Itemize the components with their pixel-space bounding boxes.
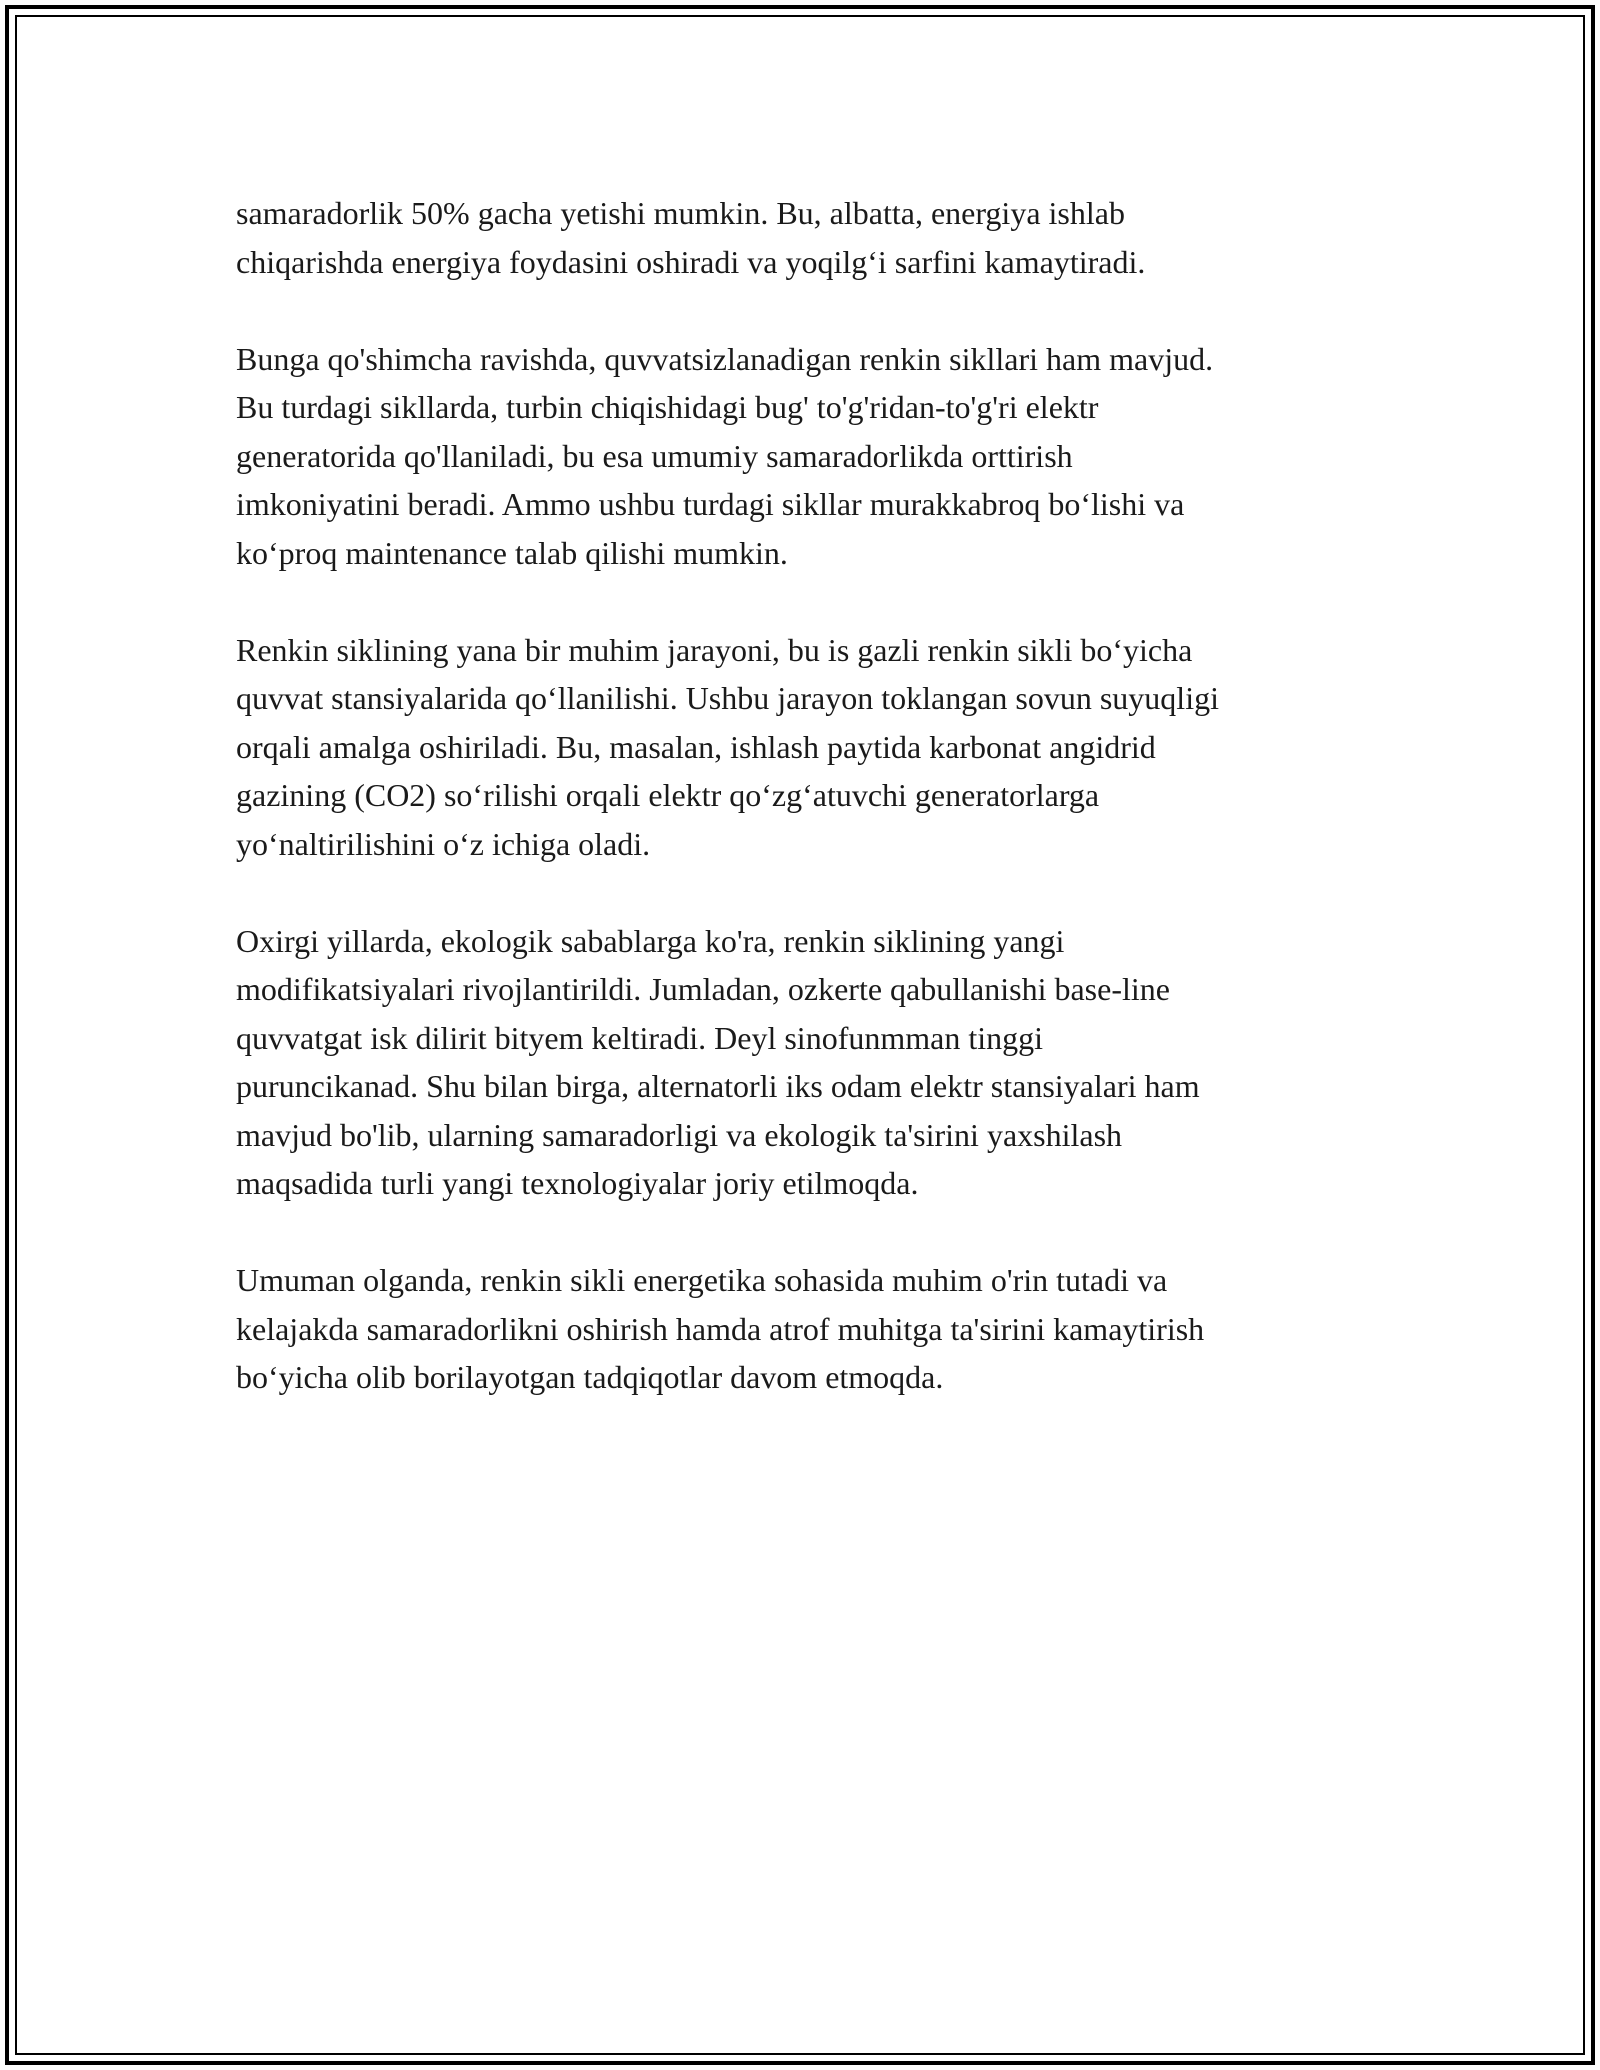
paragraph-4 xyxy=(236,917,1386,1208)
text-line: puruncikanad. Shu bilan birga, alternatorli iks odam elektr stansiyalari ham xyxy=(236,1068,1200,1104)
text-line: orqali amalga oshiriladi. Bu, masalan, ishlash paytida karbonat angidrid xyxy=(236,728,1156,765)
text-line: yo‘naltirilishini o‘z ichiga oladi. xyxy=(236,825,651,862)
text-line: samaradorlik 50% gacha yetishi mumkin. Bu, albatta, energiya ishlab xyxy=(236,195,1125,231)
paragraph-5 xyxy=(236,1256,1386,1402)
paragraph-2 xyxy=(236,335,1386,578)
text-line: imkoniyatini beradi. Ammo ushbu turdagi sikllar murakkabroq bo‘lishi va xyxy=(236,486,1185,522)
text-line: gazining (CO2) so‘rilishi orqali elektr qo‘zg‘atuvchi generatorlarga xyxy=(236,777,1100,813)
text-line: Umuman olganda, renkin sikli energetika sohasida muhim o'rin tutadi va xyxy=(236,1262,1168,1298)
text-line: Oxirgi yillarda, ekologik sabablarga ko'ra, renkin siklining yangi xyxy=(236,922,1065,959)
text-line: Bu turdagi sikllarda, turbin chiqishidagi bug' to'g'ridan-to'g'ri elektr xyxy=(236,389,1099,425)
text-line: Renkin siklining yana bir muhim jarayoni, bu is gazli renkin sikli bo‘yicha xyxy=(236,631,1193,668)
text-line: Bunga qo'shimcha ravishda, quvvatsizlanadigan renkin sikllari ham mavjud. xyxy=(236,340,1214,377)
text-line: maqsadida turli yangi texnologiyalar joriy etilmoqda. xyxy=(236,1165,919,1201)
text-line: mavjud bo'lib, ularning samaradorligi va ekologik ta'sirini yaxshilash xyxy=(236,1116,1123,1153)
text-line: bo‘yicha olib borilayotgan tadqiqotlar davom etmoqda. xyxy=(236,1359,944,1395)
text-line: chiqarishda energiya foydasini oshiradi va yoqilg‘i sarfini kamaytiradi. xyxy=(236,243,1146,280)
paragraph-1 xyxy=(236,189,1386,286)
text-line: modifikatsiyalari rivojlantirildi. Jumladan, ozkerte qabullanishi base-line xyxy=(236,971,1170,1007)
text-line: generatorida qo'llaniladi, bu esa umumiy samaradorlikda orttirish xyxy=(236,437,1073,474)
text-line: quvvat stansiyalarida qo‘llanilishi. Ushbu jarayon toklangan sovun suyuqligi xyxy=(236,680,1219,716)
text-line: kelajakda samaradorlikni oshirish hamda atrof muhitga ta'sirini kamaytirish xyxy=(236,1310,1205,1347)
paragraph-3 xyxy=(236,626,1386,869)
text-line: quvvatgat isk dilirit bityem keltiradi. Deyl sinofunmman tinggi xyxy=(236,1019,1043,1056)
document-body xyxy=(236,189,1386,1450)
text-line: ko‘proq maintenance talab qilishi mumkin. xyxy=(236,534,788,571)
